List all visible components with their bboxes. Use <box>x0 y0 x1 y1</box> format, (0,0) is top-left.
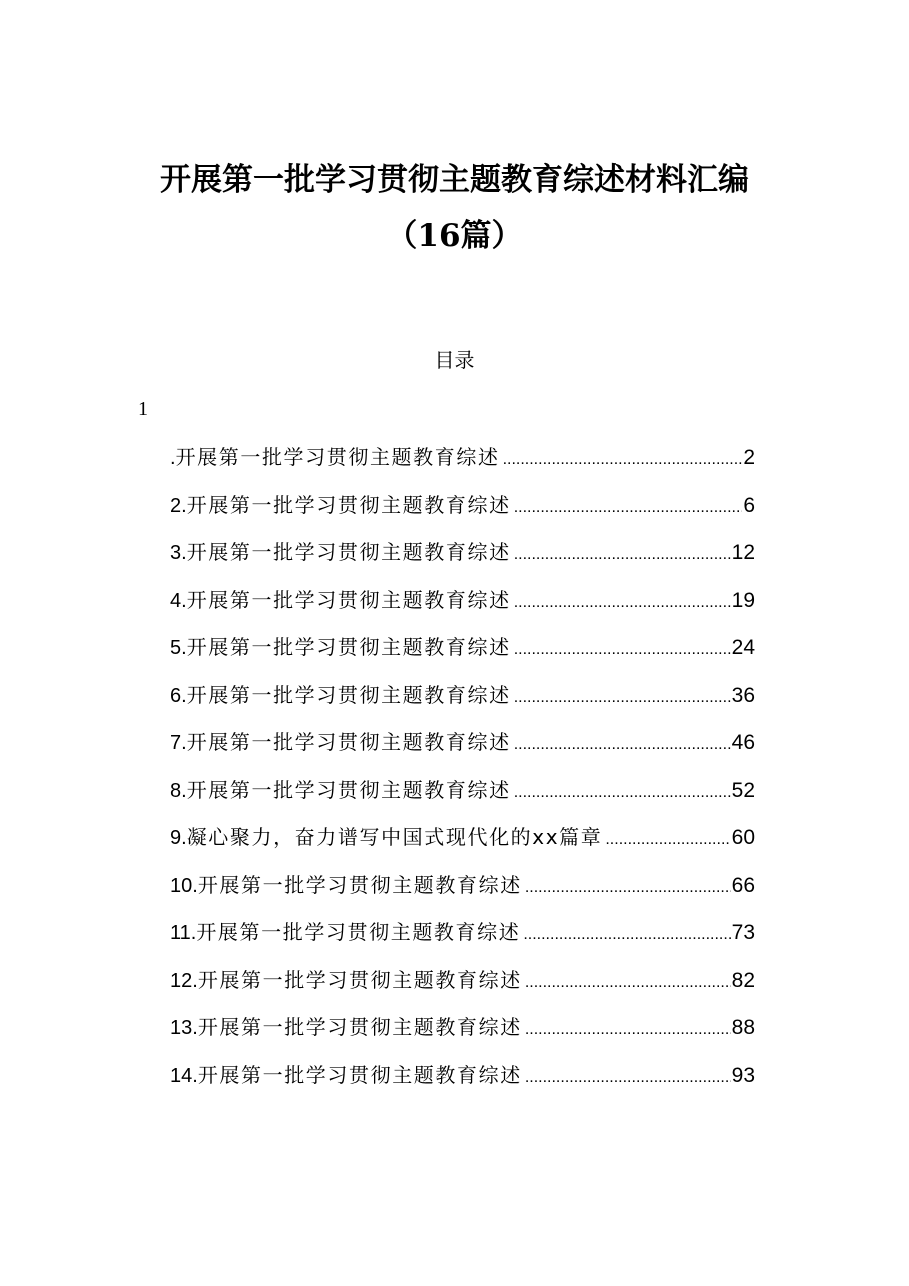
toc-dot-leader <box>514 540 731 570</box>
toc-entry[interactable] <box>170 917 755 965</box>
toc-entry-number: 5. <box>170 637 187 659</box>
toc-page-number: 2 <box>743 446 755 469</box>
toc-page-number: 82 <box>731 968 755 992</box>
toc-entry[interactable] <box>170 632 755 680</box>
toc-entry-title <box>170 775 511 806</box>
toc-entry[interactable] <box>170 822 755 870</box>
toc-entry-label: 开展第一批学习贯彻主题教育综述 <box>186 777 511 802</box>
toc-page-number: 6 <box>743 493 755 517</box>
toc-entry-title <box>170 632 511 663</box>
toc-page-number: 12 <box>731 541 755 564</box>
toc-entry-number: 2. <box>170 494 187 517</box>
toc-entry[interactable] <box>170 965 755 1013</box>
toc-entry[interactable] <box>170 727 755 775</box>
toc-dot-leader <box>525 968 731 998</box>
toc-entry-label: 开展第一批学习贯彻主题教育综述 <box>186 682 511 707</box>
toc-entry-number: 11. <box>170 922 197 944</box>
toc-entry-number: 10. <box>170 874 198 897</box>
toc-page-number: 93 <box>731 1063 755 1087</box>
toc-dot-leader <box>525 1063 731 1093</box>
title-line-main: 开展第一批学习贯彻主题教育综述材料汇编 <box>160 162 749 198</box>
toc-entry-label: 开展第一批学习贯彻主题教育综述 <box>186 587 511 612</box>
toc-entry-label: 开展第一批学习贯彻主题教育综述 <box>186 730 511 754</box>
toc-entry-number: 8. <box>170 779 187 802</box>
toc-entry-number: 3. <box>170 542 187 564</box>
toc-entry[interactable] <box>170 870 755 918</box>
toc-page-number: 60 <box>731 826 755 849</box>
toc-entry-number: 13. <box>170 1017 198 1039</box>
title-line-count: （16篇） <box>386 218 523 254</box>
toc-heading: 目录 <box>434 348 475 372</box>
toc-entry-label: 开展第一批学习贯彻主题教育综述 <box>196 920 521 944</box>
toc-entry-number: 12. <box>170 969 198 992</box>
toc-entry[interactable] <box>170 775 755 823</box>
toc-entry-title <box>170 442 500 473</box>
toc-entry-number: 9. <box>170 827 187 849</box>
toc-entry[interactable] <box>170 490 755 538</box>
toc-entry-label: 凝心聚力，奋力谱写中国式现代化的xx篇章 <box>186 825 603 849</box>
toc-entry-label: 开展第一批学习贯彻主题教育综述 <box>186 635 511 659</box>
toc-entry[interactable] <box>170 1060 755 1108</box>
toc-dot-leader <box>514 635 731 665</box>
toc-dot-leader <box>514 493 743 523</box>
toc-entry-number: 4. <box>170 589 187 612</box>
toc-entry-label: 开展第一批学习贯彻主题教育综述 <box>197 1015 522 1039</box>
toc-dot-leader <box>503 445 743 475</box>
toc-entry-label: 开展第一批学习贯彻主题教育综述 <box>186 540 511 564</box>
toc-entry[interactable] <box>170 537 755 585</box>
toc-entry[interactable] <box>170 585 755 633</box>
toc-page-number: 36 <box>731 683 755 707</box>
toc-entry-title <box>170 822 602 853</box>
toc-entry[interactable] <box>170 680 755 728</box>
toc-dot-leader <box>523 920 730 950</box>
toc-entry-number: . <box>170 447 176 469</box>
table-of-contents <box>170 442 755 1107</box>
toc-dot-leader <box>514 683 731 713</box>
toc-dot-leader <box>514 778 731 808</box>
toc-dot-leader <box>525 1015 731 1045</box>
toc-entry-title <box>170 870 522 901</box>
toc-entry-title <box>170 490 511 521</box>
toc-entry-number: 14. <box>170 1064 198 1087</box>
toc-entry-label: 开展第一批学习贯彻主题教育综述 <box>197 872 522 897</box>
toc-page-number: 66 <box>731 873 755 897</box>
list-number-marker: 1 <box>138 398 148 420</box>
toc-entry-label: 开展第一批学习贯彻主题教育综述 <box>197 967 522 992</box>
toc-entry-title <box>170 680 511 711</box>
toc-dot-leader <box>605 825 730 855</box>
toc-dot-leader <box>525 873 731 903</box>
toc-entry[interactable] <box>170 442 755 490</box>
toc-dot-leader <box>514 588 731 618</box>
document-title <box>0 152 909 264</box>
toc-entry-title <box>170 537 511 568</box>
toc-entry[interactable] <box>170 1012 755 1060</box>
toc-page-number: 52 <box>731 778 755 802</box>
toc-entry-title <box>170 727 511 758</box>
toc-page-number: 19 <box>731 588 755 612</box>
toc-dot-leader <box>514 730 731 760</box>
toc-entry-title <box>170 917 520 948</box>
toc-page-number: 46 <box>731 731 755 754</box>
toc-entry-title <box>170 1060 522 1091</box>
toc-entry-title <box>170 1012 522 1043</box>
toc-entry-title <box>170 585 511 616</box>
toc-entry-label: 开展第一批学习贯彻主题教育综述 <box>197 1062 522 1087</box>
toc-entry-label: 开展第一批学习贯彻主题教育综述 <box>175 445 500 469</box>
toc-page-number: 24 <box>731 636 755 659</box>
toc-entry-title <box>170 965 522 996</box>
toc-entry-label: 开展第一批学习贯彻主题教育综述 <box>186 492 511 517</box>
toc-page-number: 88 <box>731 1016 755 1039</box>
toc-entry-number: 7. <box>170 732 187 754</box>
toc-page-number: 73 <box>731 921 755 944</box>
toc-entry-number: 6. <box>170 684 187 707</box>
